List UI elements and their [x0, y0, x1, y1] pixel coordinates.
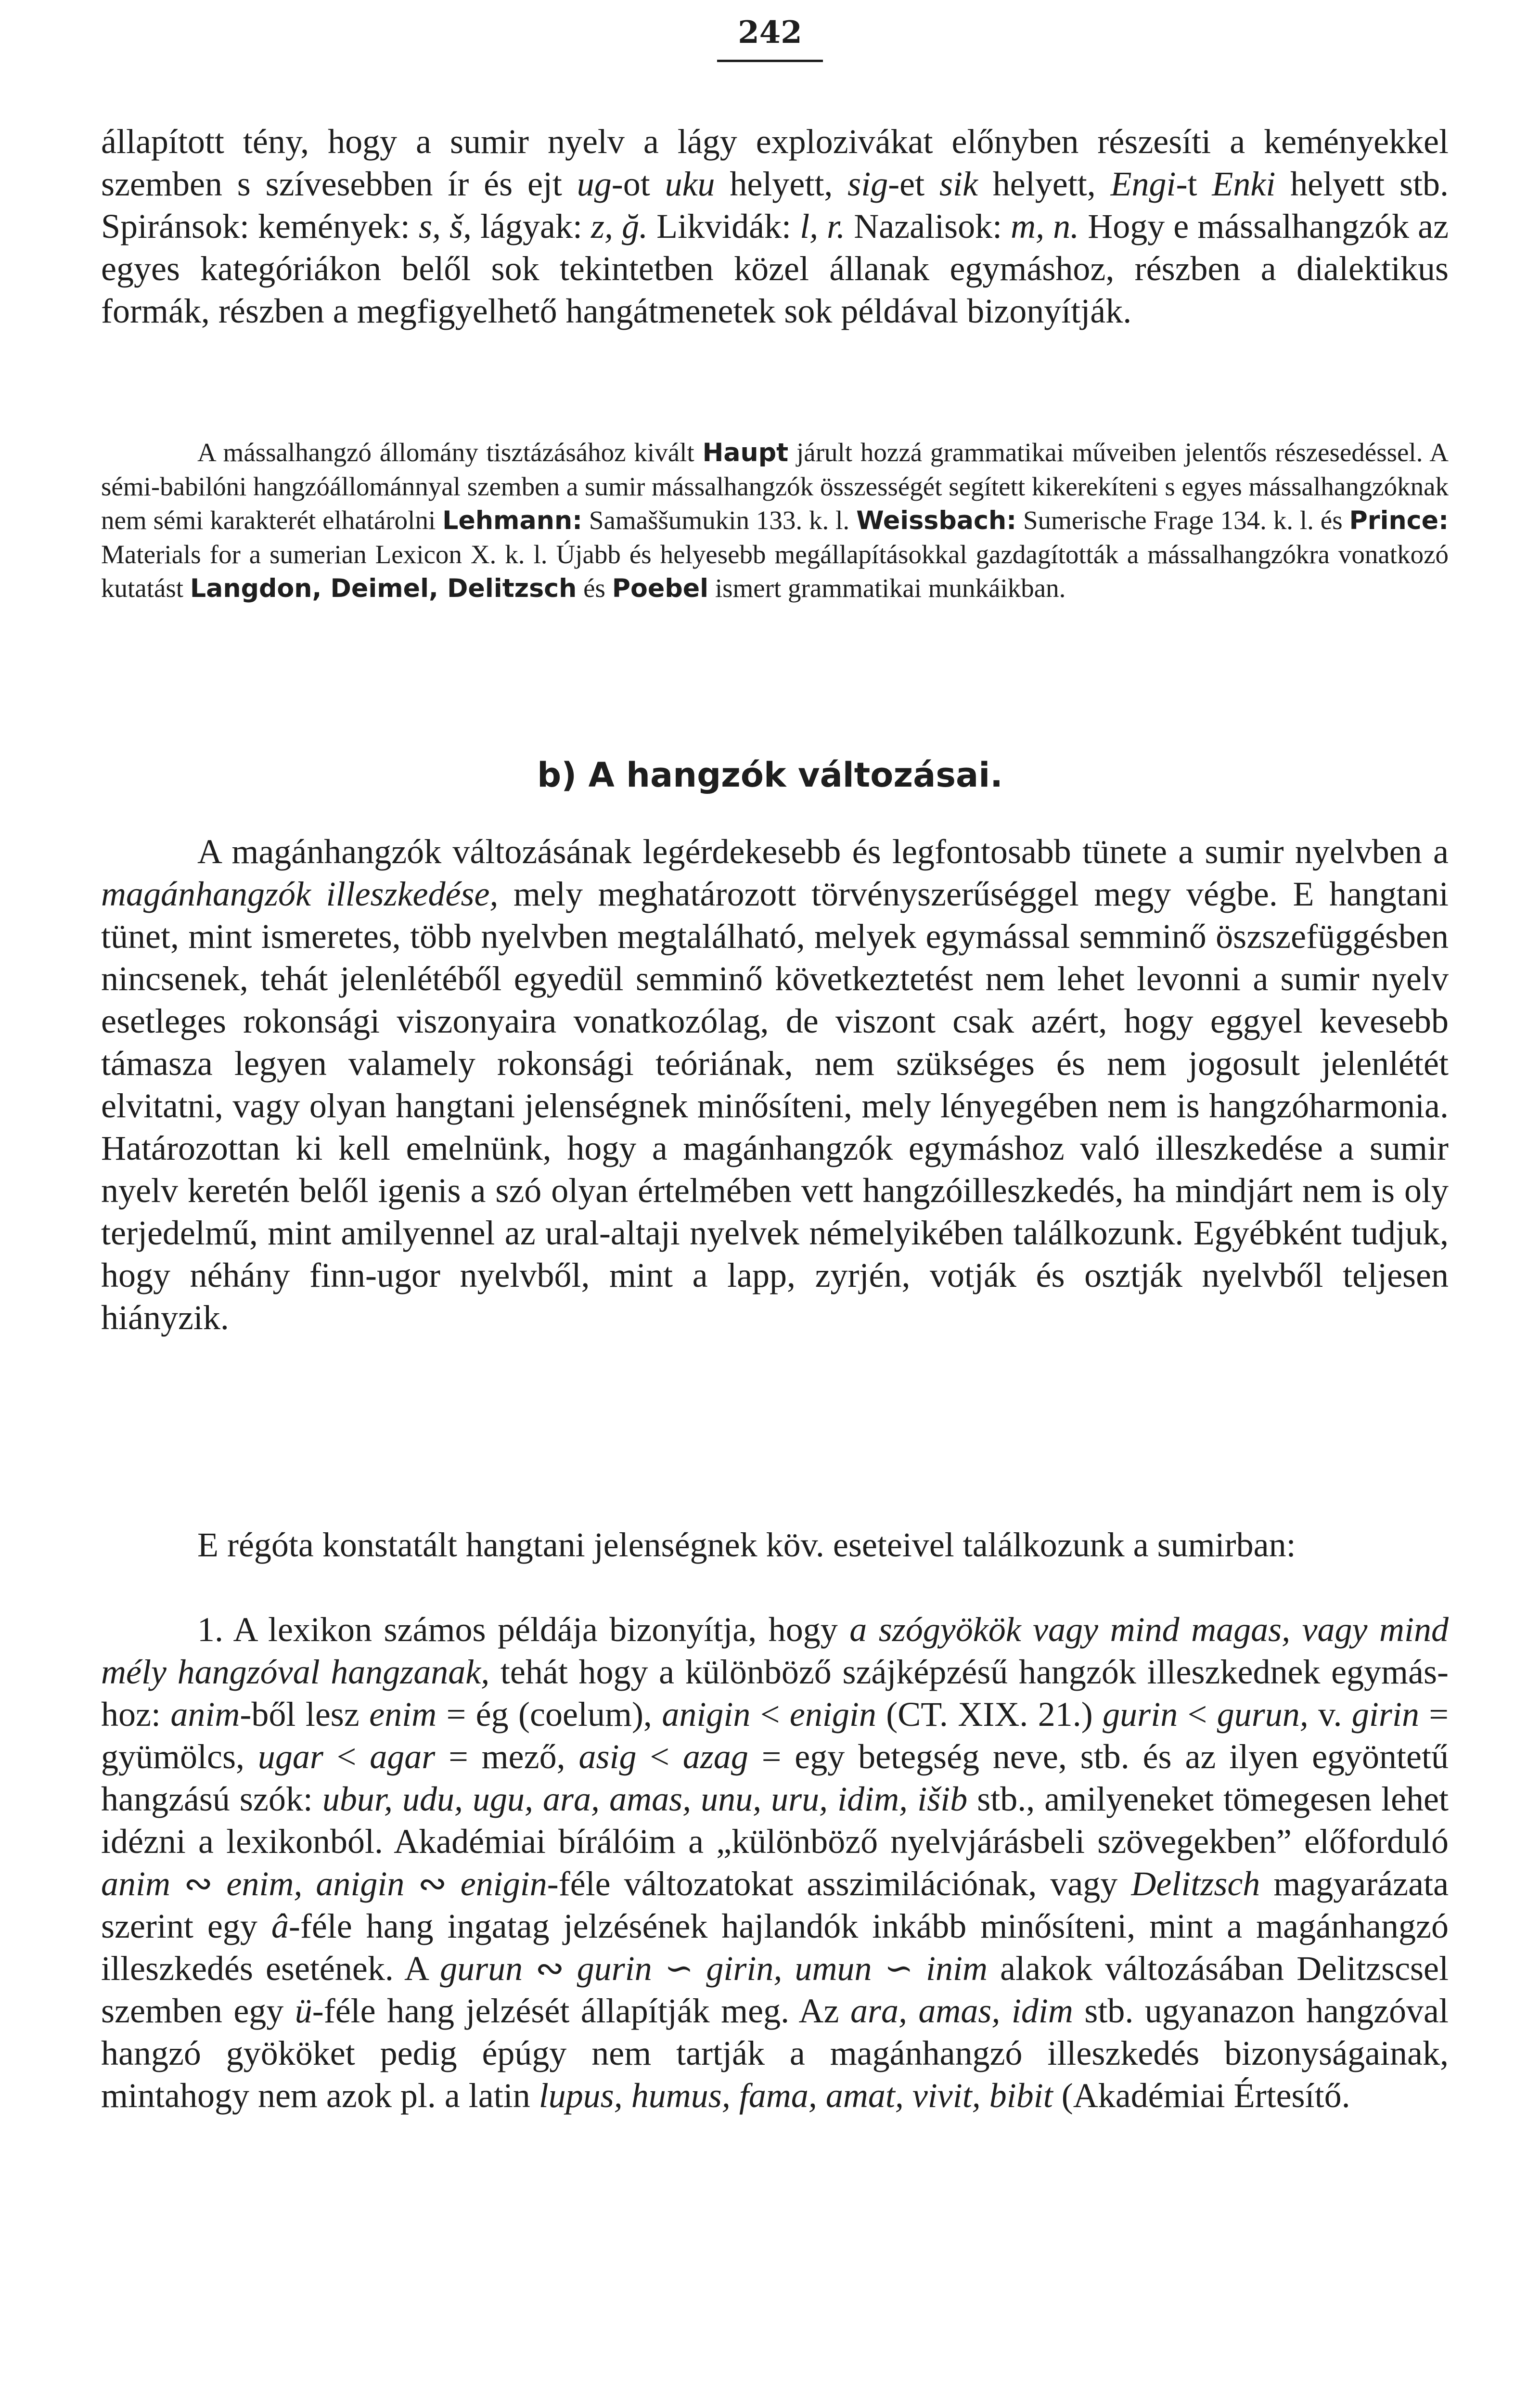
paragraph-consonants: állapított tény, hogy a sumir nyelv a lágy explozivákat előnyben részesíti a keményekkel szemben s szívesebben ír és ejt ug-ot uku helyett, sig-et sik helyett, Engi-t Enki helyett stb. Spiránsok: kemények: s, š, lágyak: z, ğ. Likvidák: l, r. Nazalisok: m, n. Hogy e mássalhangzók az egyes kategóriákon belől sok tekintetben közel állanak egymáshoz, részben a dialektikus formák, részben a megfigyelhető hangátmenetek sok példával bizonyítják. [101, 122, 1449, 330]
page-number-rule [717, 60, 823, 62]
paragraph-cases-intro: E régóta konstatált hangtani jelenségnek köv. eseteivel találkozunk a sumirban: [197, 1526, 1296, 1564]
author-prince: Prince: [1349, 506, 1449, 535]
author-lehmann: Lehmann: [442, 506, 583, 535]
authors-langdon-deimel-delitzsch: Langdon, Deimel, Delitzsch [190, 574, 577, 603]
author-weissbach: Weissbach: [856, 506, 1017, 535]
author-poebel: Poebel [612, 574, 709, 603]
page-number: 242 [738, 14, 802, 51]
author-haupt: Haupt [702, 439, 789, 467]
footnote-block: A mássalhangzó állomány tisztázásához kivált Haupt járult hozzá grammatikai műveiben jelentős részesedéssel. A sémi-babilóni hangzóállománnyal szemben a sumir mássalhangzók összességét segített kikerekíteni s egyes mássalhangzóknak nem sémi karakterét elhatárolni Lehmann: Samaššumukin 133. k. l. Weissbach: Sumerische Frage 134. k. l. és Prince: Materials for a sumerian Lexicon X. k. l. Újabb és helyesebb megállapításokkal gazdagították a mássalhangzókra vonatkozó kutatást Langdon, Deimel, Delitzsch és Poebel ismert grammatikai munkáikban. [101, 438, 1449, 603]
paragraph-case-1: 1. A lexikon számos példája bizonyítja, hogy a szógyökök vagy mind magas, vagy mind mély hangzóval hangzanak, tehát hogy a különböző szájképzésű hangzók illeszkednek egymáshoz: anim-ből lesz enim = ég (coelum), anigin < enigin (CT. XIX. 21.) gurin < gurun, v. girin = gyümölcs, ugar < agar = mező, asig < azag = egy betegség neve, stb. és az ilyen egyöntetű hangzású szók: ubur, udu, ugu, ara, amas, unu, uru, idim, išib stb., amilyeneket tömegesen lehet idézni a lexikonból. Akadémiai bírálóim a „különböző nyelvjárásbeli szövegekben” előforduló anim ∾ enim, anigin ∾ enigin-féle változatokat asszimilációnak, vagy Delitzsch magyarázata szerint egy â-féle hang ingatag jelzésének hajlandók inkább minősíteni, mint a magánhangzó illeszkedés esetének. A gurun ∾ gurin ∽ girin, umun ∽ inim alakok változásában Delitzscsel szemben egy ü-féle hang jelzését állapítják meg. Az ara, amas, idim stb. ugyanazon hangzóval hangzó gyököket pedig épúgy nem tartják a magánhangzó illeszkedés bizonyságainak, mintahogy nem azok pl. a latin lupus, humus, fama, amat, vivit, bibit (Akadémiai Értesítő. [101, 1610, 1449, 2115]
paragraph-vowel-harmony: A magánhangzók változásának legérdekesebb és legfontosabb tünete a sumir nyelvben a magánhangzók illeszkedése, mely meghatározott törvényszerűséggel megy végbe. E hangtani tünet, mint ismeretes, több nyelvben megtalálható, melyek egymással semminő öszszefüggésben nincsenek, tehát jelenlétéből egyedül semminő következtetést nem lehet levonni a sumir nyelv esetleges rokonsági viszonyaira vonatkozólag, de viszont csak azért, hogy eggyel kevesebb támasza legyen valamely rokonsági teóriának, nem szükséges és nem jogosult jelenlétét elvitatni, vagy olyan hangtani jelenségnek minősíteni, mely lényegében nem is hangzóharmonia. Határozottan ki kell emelnünk, hogy a magánhangzók egymáshoz való illeszkedése a sumir nyelv keretén belől igenis a szó olyan értelmében vett hangzóilleszkedés, ha mindjárt nem is oly terjedelmű, mint amilyennel az ural-altaji nyelvek némelyikében találkozunk. Egyébként tudjuk, hogy néhány finn-ugor nyelvből, mint a lapp, zyrjén, votják és osztják nyelvből teljesen hiányzik. [101, 832, 1449, 1337]
section-heading: b) A hangzók változásai. [537, 755, 1003, 795]
